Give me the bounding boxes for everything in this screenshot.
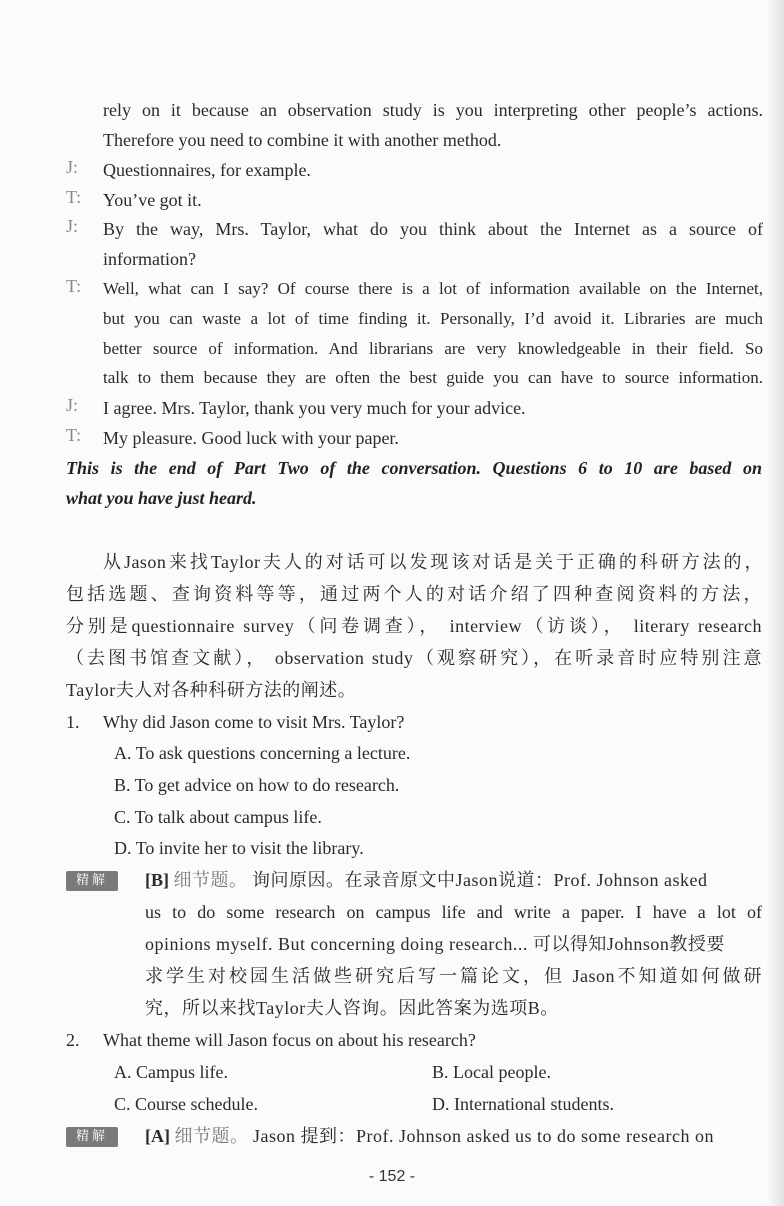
answer-letter: [A] xyxy=(145,1126,170,1146)
summary-line: （去图书馆查文献）， observation study（观察研究），在听录音时应特别注意 xyxy=(66,648,762,668)
option-a: A. To ask questions concerning a lecture. xyxy=(114,743,411,763)
dialog-line: rely on it because an observation study is you interpreting other people’s actions. xyxy=(103,100,763,120)
question-type: 细节题。 xyxy=(173,870,248,890)
book-spine-shadow xyxy=(766,0,784,1206)
analysis-line: us to do some research on campus life and write a paper. I have a lot of xyxy=(145,902,762,922)
dialog-line: but you can waste a lot of time finding it. Personally, I’d avoid it. Libraries are much xyxy=(103,309,763,328)
analysis-line: 究，所以来找Taylor夫人咨询。因此答案为选项B。 xyxy=(145,998,559,1018)
dialog-line: Questionnaires, for example. xyxy=(103,160,311,180)
analysis-line: 求学生对校园生活做些研究后写一篇论文，但 Jason不知道如何做研 xyxy=(145,966,762,986)
analysis-badge: 精解 xyxy=(66,871,118,891)
answer-key xyxy=(145,867,708,893)
question-type: 细节题。 xyxy=(174,1126,249,1146)
speaker-label: T: xyxy=(66,276,82,296)
analysis-line: 询问原因。在录音原文中Jason说道：Prof. Johnson asked xyxy=(252,870,708,890)
option-a: A. Campus life. xyxy=(114,1062,228,1082)
summary-line: 包括选题、查询资料等等，通过两个人的对话介绍了四种查阅资料的方法， xyxy=(66,584,762,604)
option-d: D. International students. xyxy=(432,1094,614,1114)
dialog-line: information? xyxy=(103,249,196,269)
dialog-line: I agree. Mrs. Taylor, thank you very much for your advice. xyxy=(103,398,526,418)
summary-line: 分别是questionnaire survey（问卷调查）， interview（访谈）， literary research xyxy=(66,616,762,636)
dialog-line: talk to them because they are often the best guide you can have to source information. xyxy=(103,368,763,387)
speaker-label: J: xyxy=(66,216,79,236)
analysis-badge: 精解 xyxy=(66,1127,118,1147)
page-number: - 152 - xyxy=(368,1168,416,1185)
end-note: what you have just heard. xyxy=(66,488,257,508)
question-text: Why did Jason come to visit Mrs. Taylor? xyxy=(103,712,405,732)
speaker-label: T: xyxy=(66,425,82,445)
option-d: D. To invite her to visit the library. xyxy=(114,838,364,858)
summary-line: Taylor夫人对各种科研方法的阐述。 xyxy=(66,680,357,700)
summary-line: 从Jason来找Taylor夫人的对话可以发现该对话是关于正确的科研方法的， xyxy=(103,552,763,572)
speaker-label: J: xyxy=(66,157,79,177)
dialog-line: My pleasure. Good luck with your paper. xyxy=(103,428,399,448)
dialog-line: By the way, Mrs. Taylor, what do you think about the Internet as a source of xyxy=(103,219,763,239)
option-c: C. Course schedule. xyxy=(114,1094,258,1114)
dialog-line: You’ve got it. xyxy=(103,190,202,210)
option-c: C. To talk about campus life. xyxy=(114,807,322,827)
answer-key xyxy=(145,1123,714,1149)
answer-letter: [B] xyxy=(145,870,169,890)
end-note: This is the end of Part Two of the conversation. Questions 6 to 10 are based on xyxy=(66,458,762,478)
question-number: 1. xyxy=(66,712,80,732)
speaker-label: J: xyxy=(66,395,79,415)
dialog-line: Well, what can I say? Of course there is a lot of information available on the Internet, xyxy=(103,279,763,298)
speaker-label: T: xyxy=(66,187,82,207)
option-b: B. To get advice on how to do research. xyxy=(114,775,400,795)
option-b: B. Local people. xyxy=(432,1062,551,1082)
analysis-line: opinions myself. But concerning doing research... 可以得知Johnson教授要 xyxy=(145,934,725,954)
question-number: 2. xyxy=(66,1030,80,1050)
analysis-line: Jason 提到：Prof. Johnson asked us to do some research on xyxy=(253,1126,714,1146)
dialog-line: better source of information. And librarians are very knowledgeable in their field. So xyxy=(103,339,763,358)
dialog-line: Therefore you need to combine it with another method. xyxy=(103,130,502,150)
question-text: What theme will Jason focus on about his research? xyxy=(103,1030,476,1050)
